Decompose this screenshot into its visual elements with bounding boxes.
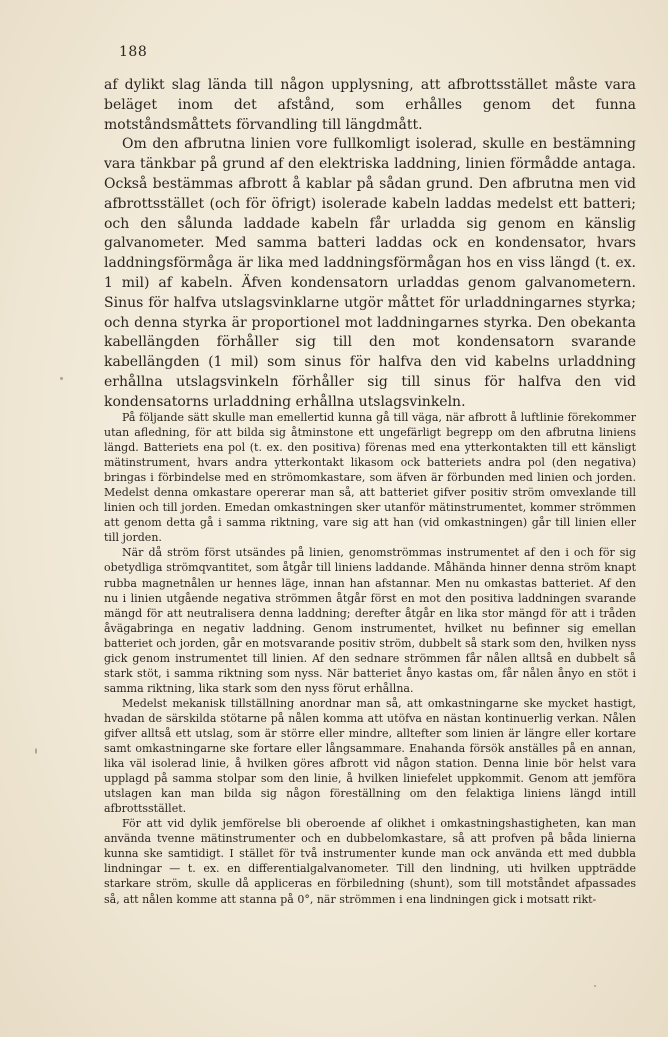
main-text-block — [104, 76, 636, 413]
paper-speck — [35, 748, 37, 754]
small-paragraph-2: När då ström först utsändes på linien, genomströmmas instrumentet af den i och för sig obetydliga strömqvantitet, som åtgår till liniens laddande. Måhända hinner denna ström knapt rubba magnetnålen ur hennes läge, innan han afstannar. Men nu omkastas batteriet. Af den nu i linien utgående negativa strömmen åtgår först en mot den positiva laddningen svarande mängd för att neutralisera denna laddning; derefter åtgår en lika stor mängd för att i tråden åvägabringa en negativ laddning. Genom instrumentet, hvilket nu befinner sig emellan batteriet och jorden, går en motsvarande positiv ström, dubbelt så stark som den, hvilken nyss gick genom instrumentet till linien. Af den sednare strömmen får nålen alltså en dubbelt så stark stöt, i samma riktning som nyss. När batteriet ånyo kastas om, får nålen ånyo en stöt i samma riktning, lika stark som den nyss förut erhållna. — [104, 546, 636, 695]
footnote-text-block — [104, 410, 636, 907]
main-paragraph-2: Om den afbrutna linien vore fullkomligt isolerad, skulle en bestämning vara tänkbar på grund af den elektriska laddning, linien förmådde antaga. Också bestämmas afbrott å kablar på sådan grund. Den afbrutna men vid afbrottsstället (och för öfrigt) isolerade kabeln laddas medelst ett batteri; och den sålunda laddade kabeln får urladda sig genom en känslig galvanometer. Med samma batteri laddas ock en kondensator, hvars laddningsförmåga är lika med laddningsförmågan hos en viss längd (t. ex. 1 mil) af kabeln. Äfven kondensatorn urladdas genom galvanometern. Sinus för halfva utslagsvinklarne utgör måttet för urladdningarnes styrka; och denna styrka är proportionel mot laddningarnes styrka. Den obekanta kabellängden förhåller sig till den mot kondensatorn svarande kabellängden (1 mil) som sinus för halfva den vid kabelns urladdning erhållna utslagsvinkeln förhåller sig till sinus för halfva den vid kondensatorns urladdning erhållna utslagsvinkeln. — [104, 136, 636, 410]
small-paragraph-4: För att vid dylik jemförelse bli oberoende af olikhet i omkastningshastigheten, kan man använda tvenne mätinstrumenter och en dubbelomkastare, så att profven på båda linierna kunna ske samtidigt. I stället för två instrumenter kunde man ock använda ett med dubbla lindningar — t. ex. en differentialgalvanometer. Till den lindning, uti hvilken uppträdde starkare ström, skulle då appliceras en förbiledning (shunt), som till motståndet afpassades så, att nålen komme att stanna på 0°, när strömmen i ena lindningen gick i motsatt rikt- — [104, 817, 636, 906]
paper-speck — [60, 377, 63, 380]
paper-speck — [594, 985, 596, 987]
small-paragraph-1: På följande sätt skulle man emellertid kunna gå till väga, när afbrott å luftlinie förekommer utan afledning, för att bilda sig åtminstone ett ungefärligt begrepp om den afbrutna liniens längd. Batteriets ena pol (t. ex. den positiva) förenas med ena ytterkontakten till ett känsligt mätinstrument, hvars andra ytterkontakt likasom ock batteriets andra pol (den negativa) bringas i förbindelse med en strömomkastare, som äfven är förbunden med linien och jorden. Medelst denna omkastare opererar man så, att batteriet gifver positiv ström omvexlande till linien och till jorden. Emedan omkastningen sker utanför mätinstrumentet, kommer strömmen att genom detta gå i samma riktning, vare sig att han (vid omkastningen) går till linien eller till jorden. — [104, 411, 636, 545]
page-number: 188 — [119, 44, 148, 60]
main-paragraph-1: af dylikt slag lända till någon upplysning, att afbrottsstället måste vara beläget inom det afstånd, som erhålles genom det funna motståndsmåttets förvandling till längdmått. — [104, 77, 636, 133]
small-paragraph-3: Medelst mekanisk tillställning anordnar man så, att omkastningarne ske mycket hastigt, hvadan de särskilda stötarne på nålen komma att utöfva en nästan kontinuerlig verkan. Nålen gifver alltså ett utslag, som är större eller mindre, alltefter som linien är längre eller kortare samt omkastningarne ske fortare eller långsammare. Enahanda försök anställes på en annan, lika väl isolerad linie, å hvilken göres afbrott vid någon station. Denna linie bör helst vara upplagd på samma stolpar som den linie, å hvilken liniefelet uppkommit. Genom att jemföra utslagen kan man bilda sig någon föreställning om den felaktiga liniens längd intill afbrottsstället. — [104, 696, 636, 816]
